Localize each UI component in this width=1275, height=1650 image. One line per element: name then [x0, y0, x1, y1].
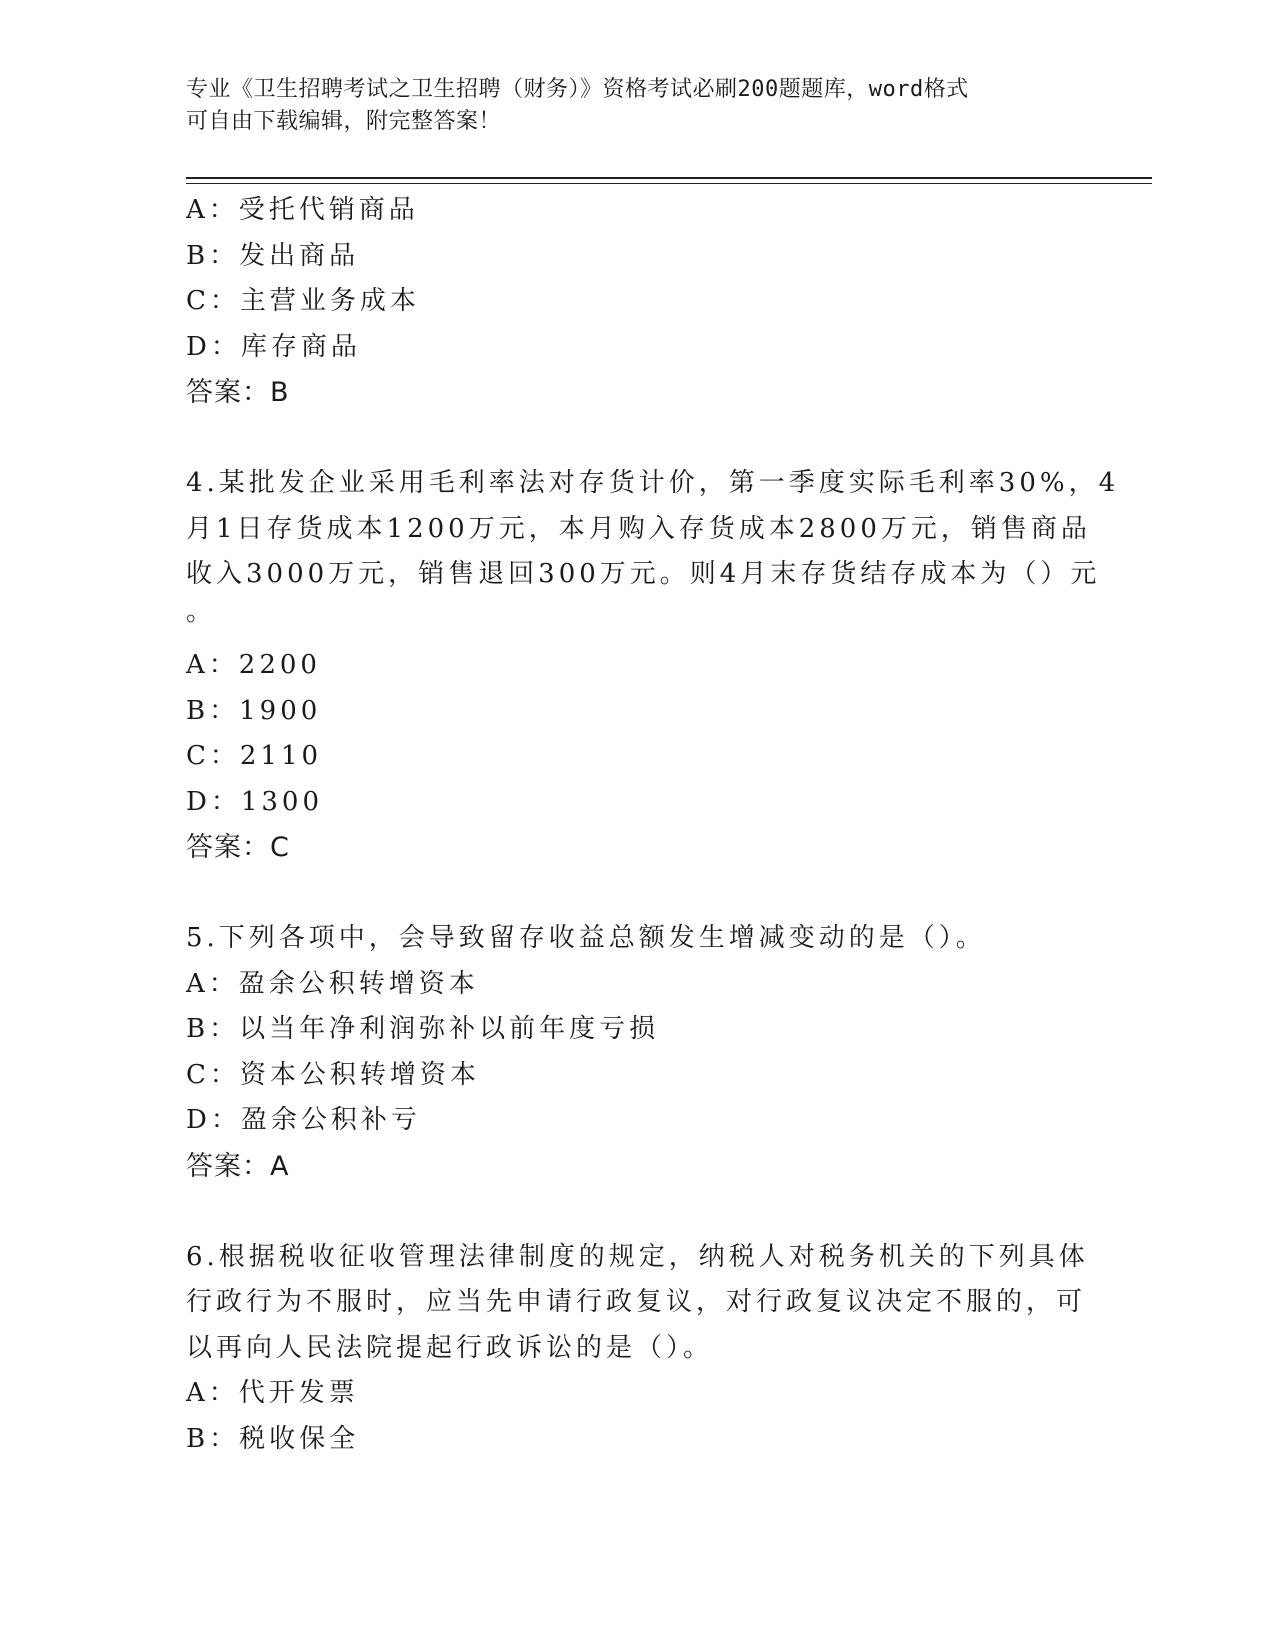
spacer	[186, 1189, 1086, 1235]
q5-answer: 答案：A	[186, 1150, 290, 1182]
q4-text-line-3: 收入3000万元，销售退回300万元。则4月末存货结存成本为（）元	[186, 559, 1101, 589]
header-line-2: 可自由下载编辑，附完整答案！	[186, 109, 502, 134]
q3-option-b: B：发出商品	[186, 240, 360, 271]
q4-text-line-2: 月1日存货成本1200万元，本月购入存货成本2800万元，销售商品	[186, 513, 1091, 544]
spacer	[186, 871, 1086, 917]
header-divider	[186, 177, 1152, 179]
q5-option-d: D：盈余公积补亏	[186, 1105, 421, 1135]
q5-option-b: B：以当年净利润弥补以前年度亏损	[186, 1014, 660, 1044]
q6-text-line-3: 以再向人民法院提起行政诉讼的是（）。	[186, 1332, 714, 1363]
q5-text-line-1: 5.下列各项中，会导致留存收益总额发生增减变动的是（）。	[186, 923, 986, 953]
q4-option-b: B：1900	[186, 695, 322, 726]
header-line-1: 专业《卫生招聘考试之卫生招聘（财务）》资格考试必刷200题题库，word格式	[186, 77, 969, 102]
q6-option-a: A：代开发票	[186, 1378, 359, 1408]
document-header	[186, 74, 1066, 138]
spacer	[186, 416, 1086, 462]
header-divider-thin	[186, 183, 1152, 184]
q3-option-d: D：库存商品	[186, 331, 361, 362]
q4-answer: 答案：C	[186, 832, 290, 863]
q4-text-line-1: 4.某批发企业采用毛利率法对存货计价，第一季度实际毛利率30%，4	[186, 468, 1120, 498]
q3-answer: 答案：B	[186, 377, 290, 408]
q6-text-line-2: 行政行为不服时，应当先申请行政复议，对行政复议决定不服的，可	[186, 1287, 1087, 1317]
q4-option-c: C：2110	[186, 741, 323, 771]
question-content	[186, 188, 1120, 1462]
q6-option-b: B：税收保全	[186, 1423, 360, 1454]
q5-option-a: A：盈余公积转增资本	[186, 968, 479, 999]
q4-option-a: A：2200	[186, 650, 321, 680]
q4-option-d: D：1300	[186, 786, 324, 817]
q4-text-line-4: 。	[186, 596, 217, 627]
q3-option-a: A：受托代销商品	[186, 195, 419, 225]
q6-text-line-1: 6.根据税收征收管理法律制度的规定，纳税人对税务机关的下列具体	[186, 1241, 1089, 1272]
q5-option-c: C：资本公积转增资本	[186, 1059, 480, 1090]
q3-option-c: C：主营业务成本	[186, 286, 420, 316]
